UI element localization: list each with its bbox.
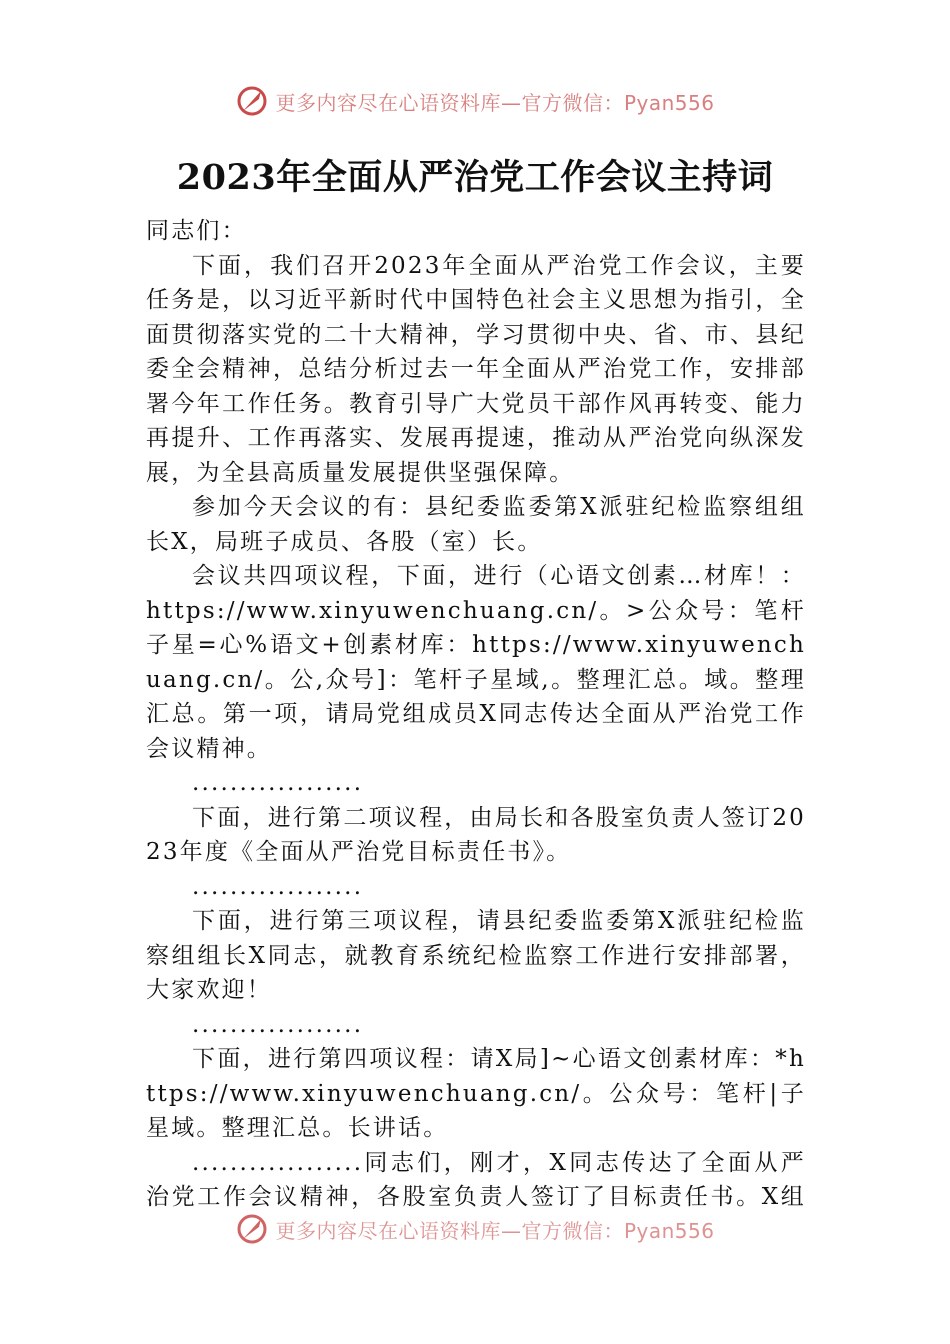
paragraph: 参加今天会议的有：县纪委监委第X派驻纪检监察组组长X，局班子成员、各股（室）长。 xyxy=(146,494,806,555)
header-watermark xyxy=(0,84,950,118)
paragraph-salutation: 同志们： xyxy=(146,218,247,244)
paragraph: 会议共四项议程，下面，进行（心语文创素…材库！：https://www.xinyuwenchuang.cn/。>公众号：笔杆子星=心%语文+创素材库：https://www.xinyuwenchuang.cn/。公,众号]：笔杆子星域,。整理汇总。域。整理汇总。第一项，请局党组成员X同志传达全面从严治党工作会议精神。 xyxy=(146,563,806,762)
paragraph: 下面，进行第二项议程，由局长和各股室负责人签订2023年度《全面从严治党目标责任书》。 xyxy=(146,804,806,865)
document-title: 2023年全面从严治党工作会议主持词 xyxy=(176,157,774,198)
watermark-text: 更多内容尽在心语资料库—官方微信：Pyan556 xyxy=(275,90,715,115)
quill-circle-icon xyxy=(235,1212,269,1246)
paragraph: 下面，进行第四项议程：请X局]~心语文创素材库：*https://www.xinyuwenchuang.cn/。公众号：笔杆|子星域。整理汇总。长讲话。 xyxy=(146,1046,806,1141)
paragraph: 下面，进行第三项议程，请县纪委监委第X派驻纪检监察组组长X同志，就教育系统纪检监察工作进行安排部署，大家欢迎！ xyxy=(146,908,806,1003)
ellipsis-line: .................. xyxy=(192,1011,364,1038)
quill-circle-icon xyxy=(235,84,269,118)
watermark-text: 更多内容尽在心语资料库—官方微信：Pyan556 xyxy=(275,1218,715,1243)
footer-watermark xyxy=(0,1212,950,1246)
ellipsis-line: .................. xyxy=(192,873,364,900)
ellipsis-line: .................. xyxy=(192,770,364,796)
paragraph: ..................同志们，刚才，X同志传达了全面从严治党工作会议精神，各股室负责人签订了目标责任书。X组 xyxy=(146,1149,806,1210)
paragraph: 下面，我们召开2023年全面从严治党工作会议，主要任务是，以习近平新时代中国特色社会主义思想为指引，全面贯彻落实党的二十大精神，学习贯彻中央、省、市、县纪委全会精神，总结分析过去一年全面从严治党工作，安排部署今年工作任务。教育引导广大党员干部作风再转变、能力再提升、工作再落实、发展再提速，推动从严治党向纵深发展，为全县高质量发展提供坚强保障。 xyxy=(146,252,806,486)
document-body xyxy=(146,214,806,1216)
